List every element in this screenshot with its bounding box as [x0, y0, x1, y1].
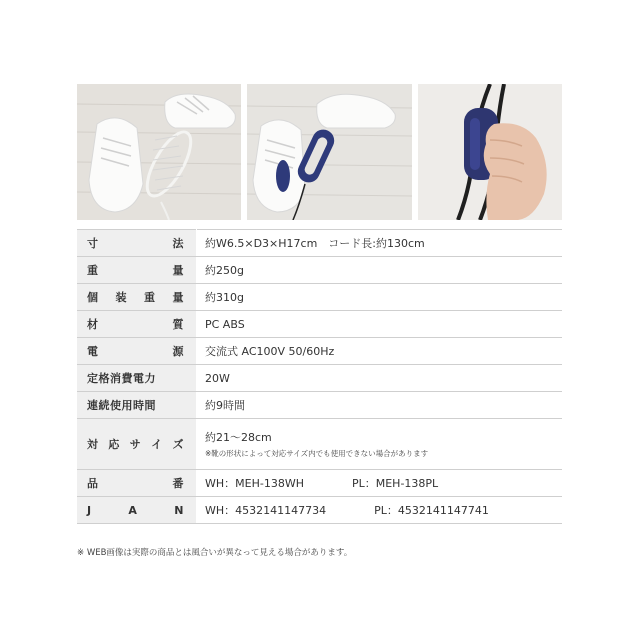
spec-label-char: イ: [151, 438, 163, 451]
model-pl: PL：MEH-138PL: [351, 477, 439, 490]
spec-label-char: N: [174, 503, 184, 517]
footnote: ※ WEB画像は実際の商品とは風合いが異なって見える場合があります。: [77, 548, 353, 558]
spec-value-main: 約21～28cm: [205, 431, 272, 444]
spec-label-char: 法: [172, 237, 184, 250]
spec-label-char: 量: [172, 291, 184, 304]
spec-label-char: ズ: [172, 438, 184, 451]
spec-row: [77, 338, 562, 365]
spec-note: ※靴の形状によって対応サイズ内でも使用できない場合があります: [205, 449, 429, 458]
spec-row: [77, 311, 562, 338]
spec-label-char: 応: [108, 438, 120, 451]
spec-row: [77, 419, 562, 470]
spec-row: [77, 497, 562, 524]
spec-label: [77, 311, 197, 338]
photo-white-dryer: [77, 84, 241, 220]
spec-table: [77, 229, 562, 524]
spec-row: [77, 284, 562, 311]
spec-value: PC ABS: [197, 311, 563, 338]
spec-label: [77, 392, 197, 419]
spec-row: [77, 392, 562, 419]
spec-row: [77, 365, 562, 392]
spec-label: [77, 284, 197, 311]
model-wh: WH：MEH-138WH: [205, 477, 304, 490]
spec-label-char: 重: [87, 264, 99, 277]
product-photos: [77, 84, 562, 220]
jan-pl: PL：4532141147741: [374, 504, 489, 517]
spec-label: [77, 365, 197, 392]
spec-value: 交流式 AC100V 50/60Hz: [197, 338, 563, 365]
spec-value: 約W6.5×D3×H17cm コード長:約130cm: [197, 230, 563, 257]
spec-label-char: J: [87, 503, 92, 517]
spec-value: 約250g: [197, 257, 563, 284]
spec-value: 約310g: [197, 284, 563, 311]
spec-label: [77, 257, 197, 284]
spec-label-text: 定格消費電力: [87, 372, 156, 385]
spec-label-char: 源: [172, 345, 184, 358]
spec-row: [77, 230, 562, 257]
jan-wh: WH：4532141147734: [205, 504, 327, 517]
photo-navy-dryer: [247, 84, 412, 220]
spec-label: [77, 230, 197, 257]
spec-value: [197, 419, 563, 470]
spec-label: [77, 419, 197, 470]
spec-label-char: サ: [129, 438, 142, 451]
spec-value: 約9時間: [197, 392, 563, 419]
spec-label-text: 連続使用時間: [87, 399, 156, 412]
spec-label-char: 質: [172, 318, 184, 331]
spec-label-char: 品: [87, 477, 99, 490]
spec-label-char: 個: [87, 291, 99, 304]
spec-value: [197, 470, 563, 497]
spec-label-char: 番: [172, 477, 184, 490]
spec-label: [77, 338, 197, 365]
spec-value: 20W: [197, 365, 563, 392]
spec-label-char: 電: [87, 345, 99, 358]
spec-label-char: A: [128, 503, 138, 517]
photo-hand-dryer: [418, 84, 562, 220]
spec-row: [77, 257, 562, 284]
spec-label: [77, 470, 197, 497]
spec-label-char: 対: [87, 438, 99, 451]
spec-row: [77, 470, 562, 497]
spec-value: [197, 497, 563, 524]
spec-label-char: 寸: [87, 237, 99, 250]
spec-label-char: 量: [172, 264, 184, 277]
spec-label-char: 材: [87, 318, 99, 331]
spec-label-char: 重: [144, 291, 156, 304]
spec-label: [77, 497, 197, 524]
spec-label-char: 装: [115, 291, 127, 304]
